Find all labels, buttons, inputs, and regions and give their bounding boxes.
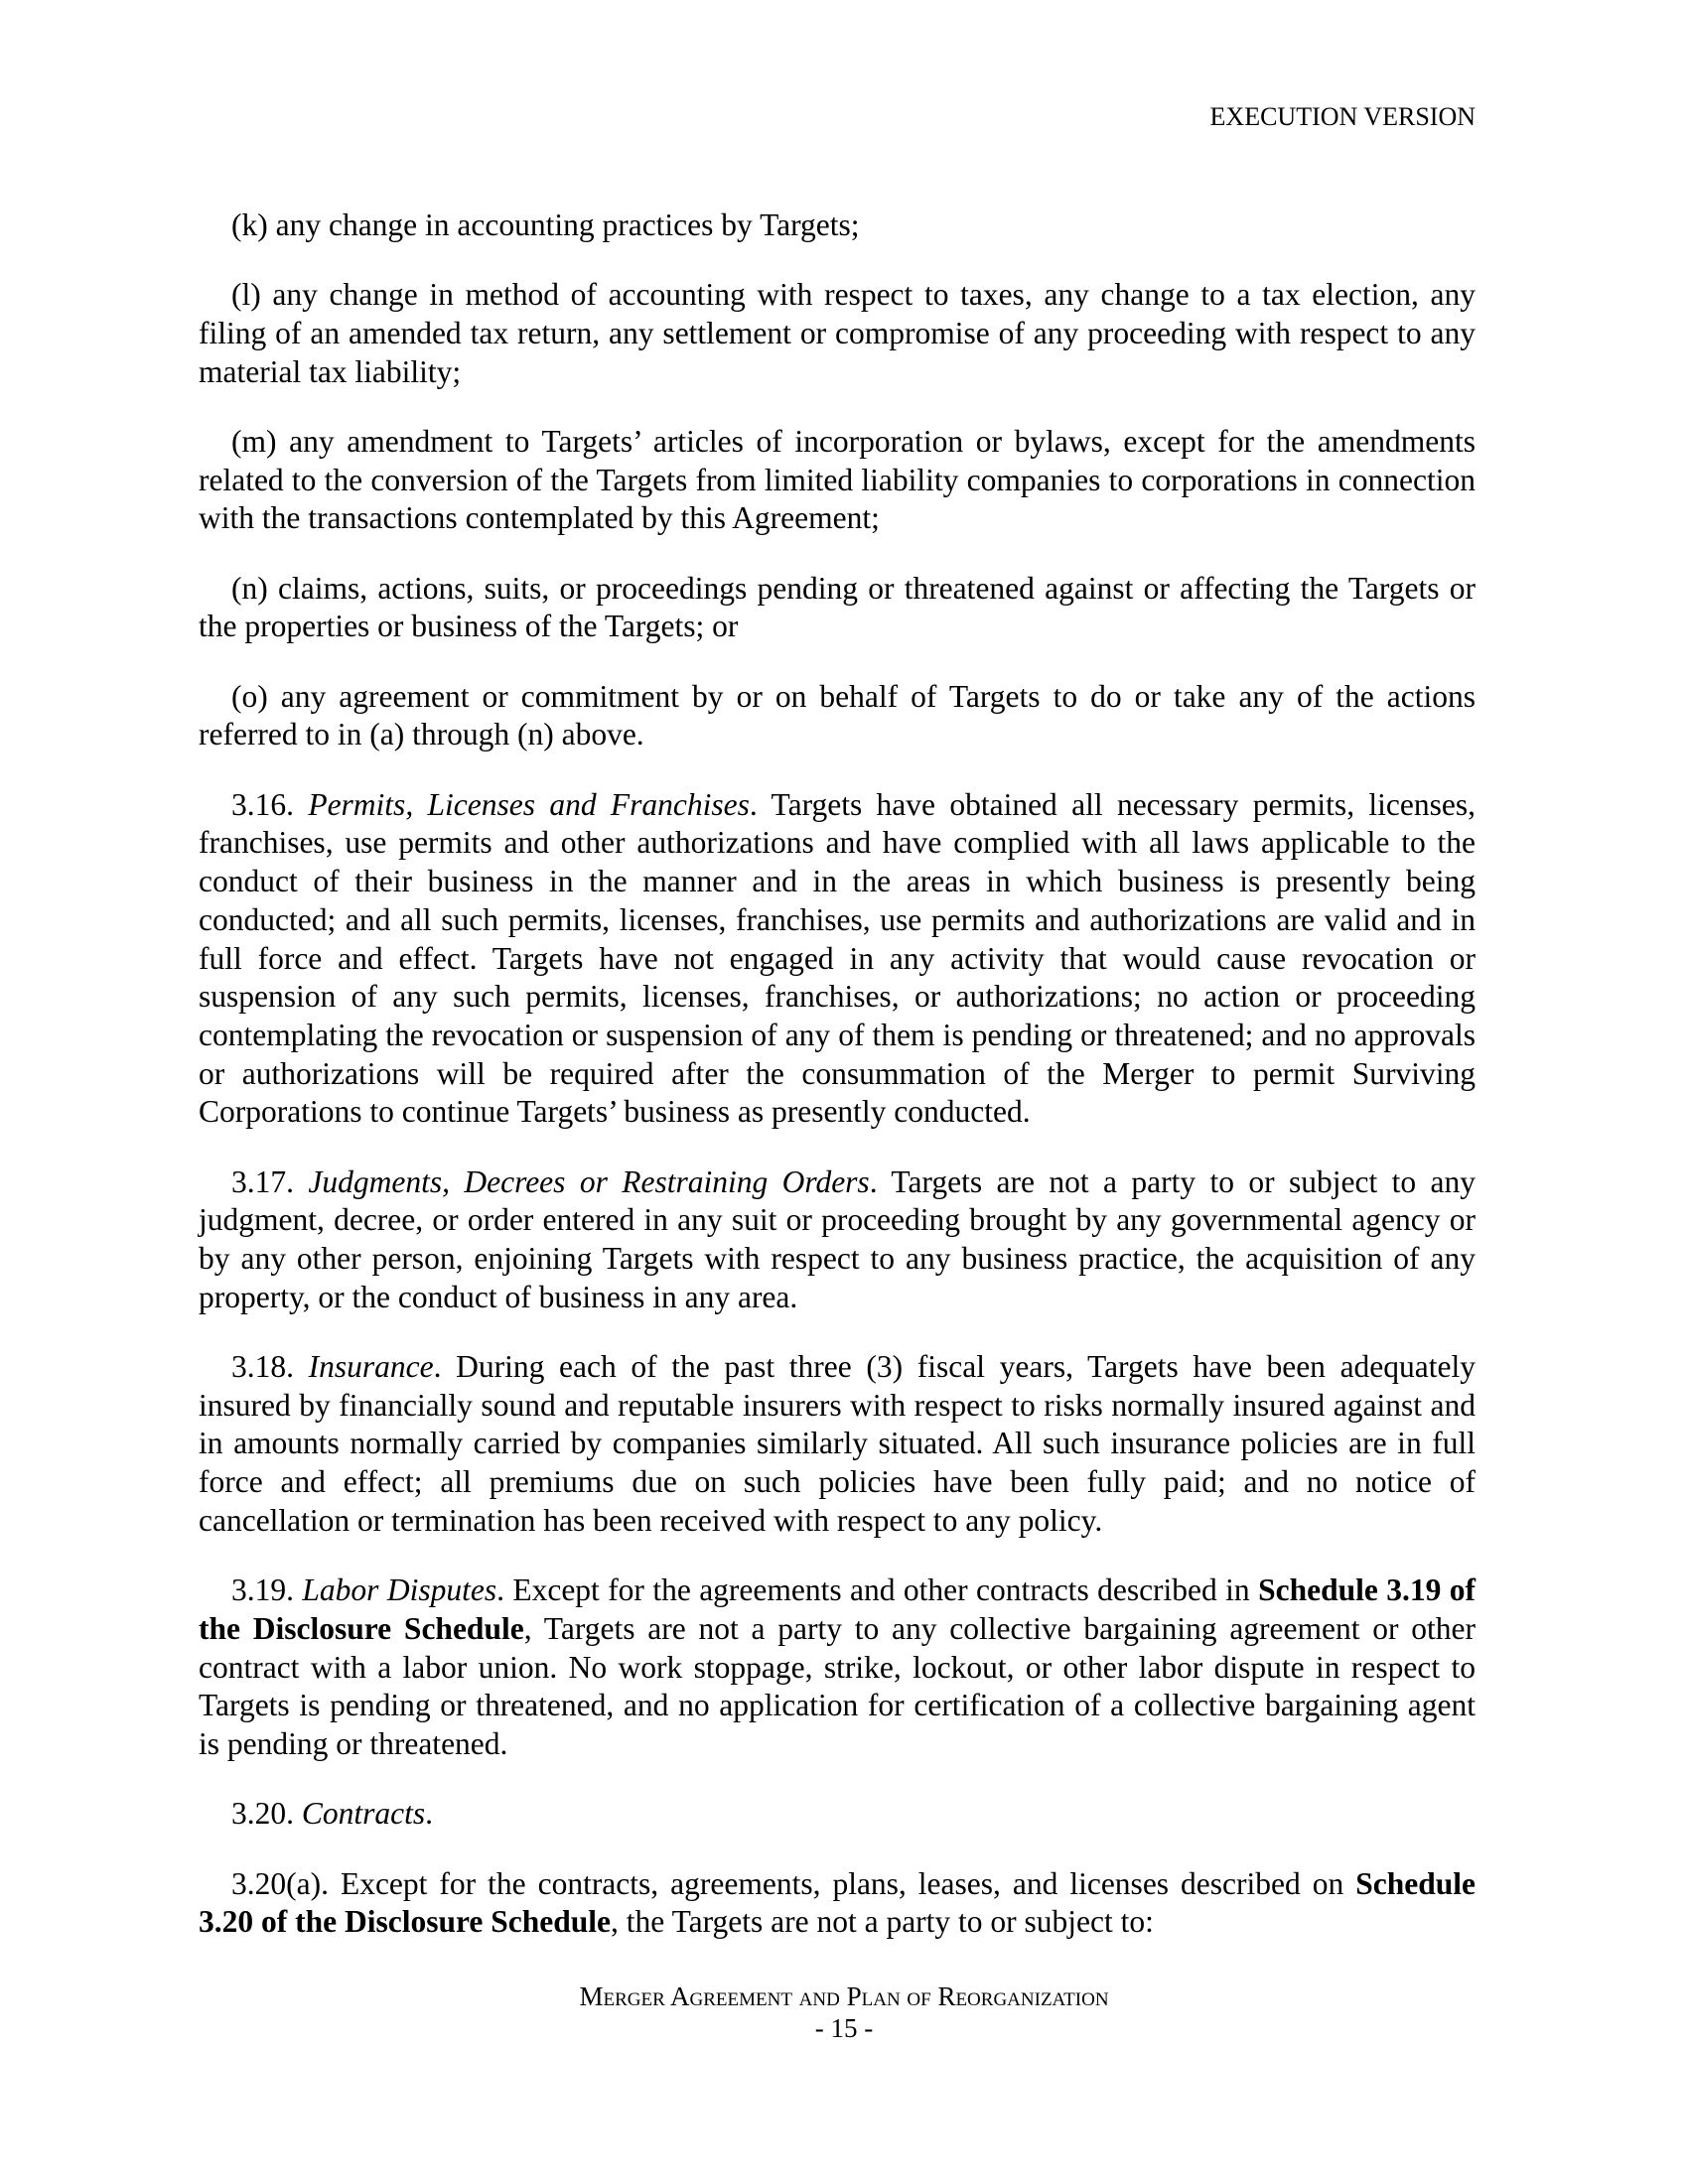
section-number: 3.18. [231, 1349, 309, 1385]
section-title: Contracts [301, 1796, 426, 1832]
section-3-20 [199, 1795, 1476, 1834]
clause-l: (l) any change in method of accounting with respect to taxes, any change to a tax election, any filing of an amended tax return, any settlement or compromise of any proceeding with respect to any material tax liability; [199, 277, 1476, 389]
section-3-20-a [199, 1865, 1476, 1942]
clause-o: (o) any agreement or commitment by or on behalf of Targets to do or take any of the actions referred to in (a) through (n) above. [199, 678, 1476, 752]
section-3-17 [199, 1163, 1476, 1317]
page-number: - 15 - [814, 2013, 874, 2043]
section-text: , Targets are not a party to any collective bargaining agreement or other contract with a labor union. No work stoppage, strike, lockout, or other labor dispute in respect to Targets is pending or threatened, and no application for certification of a collective bargaining agent is pending or threatened. [199, 1610, 1476, 1761]
section-title: Permits, Licenses and Franchises [308, 786, 750, 822]
section-3-19 [199, 1571, 1476, 1764]
section-title: Labor Disputes [302, 1572, 497, 1608]
document-body [199, 206, 1476, 1974]
section-number: 3.17. [231, 1163, 309, 1199]
section-title: Insurance [308, 1349, 434, 1385]
section-text: . Targets are not a party to or subject to any judgment, decree, or order entered in any suit or proceeding brought by any governmental agency or by any other person, enjoining Targets with respect to any business practice, the acquisition of any property, or the conduct of business in any area. [199, 1163, 1476, 1314]
section-text: , the Targets are not a party to or subject to: [611, 1904, 1154, 1940]
clause-k: (k) any change in accounting practices by Targets; [231, 207, 860, 242]
schedule-reference: Schedule 3.20 of the Disclosure Schedule [199, 1865, 1476, 1940]
section-number: 3.19. [231, 1572, 303, 1608]
section-3-18 [199, 1348, 1476, 1541]
footer-title: Merger Agreement and Plan of Reorganization [579, 1981, 1109, 2011]
clause-n: (n) claims, actions, suits, or proceedings pending or threatened against or affecting the Targets or the properties or business of the Targets; or [199, 570, 1476, 644]
page-footer [0, 1980, 1688, 2044]
section-text: . Targets have obtained all necessary permits, licenses, franchises, use permits and other authorizations and have complied with all laws applicable to the conduct of their business in the manner and in the areas in which business is presently being conducted; and all such permits, licenses, franchises, use permits and authorizations are valid and in full force and effect. Targets have not engaged in any activity that would cause revocation or suspension of any such permits, licenses, franchises, or authorizations; no action or proceeding contemplating the revocation or suspension of any of them is pending or threatened; and no approvals or authorizations will be required after the consummation of the Merger to permit Surviving Corporations to continue Targets’ business as presently conducted. [199, 786, 1476, 1130]
section-3-16 [199, 786, 1476, 1132]
section-text: . During each of the past three (3) fiscal years, Targets have been adequately insured by financially sound and reputable insurers with respect to risks normally insured against and in amounts normally carried by companies similarly situated. All such insurance policies are in full force and effect; all premiums due on such policies have been fully paid; and no notice of cancellation or termination has been received with respect to any policy. [199, 1349, 1477, 1538]
section-title: Judgments, Decrees or Restraining Orders [308, 1163, 870, 1199]
clause-m: (m) any amendment to Targets’ articles of incorporation or bylaws, except for the amendments related to the conversion of the Targets from limited liability companies to corporations in connection with the transactions contemplated by this Agreement; [199, 424, 1476, 536]
section-text: . Except for the agreements and other contracts described in [496, 1572, 1259, 1608]
execution-version-label: EXECUTION VERSION [1209, 102, 1476, 131]
section-text: 3.20(a). Except for the contracts, agreements, plans, leases, and licenses described on [231, 1865, 1356, 1901]
section-number: 3.20. [231, 1796, 302, 1832]
section-number: 3.16. [231, 786, 309, 822]
schedule-reference: Schedule 3.19 of the Disclosure Schedule [199, 1572, 1476, 1646]
section-text: . [425, 1796, 434, 1832]
